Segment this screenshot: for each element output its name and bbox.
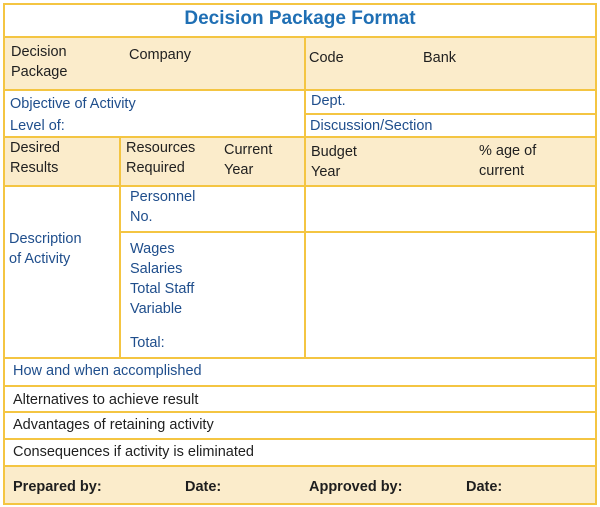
line-under-personnel xyxy=(120,231,597,233)
border-left xyxy=(3,3,5,505)
line-under-row1 xyxy=(3,385,597,387)
row-advantages: Advantages of retaining activity xyxy=(13,417,214,433)
approved-by-label: Approved by: xyxy=(309,479,403,495)
level-label: Level of: xyxy=(10,118,65,134)
divider-middle xyxy=(304,37,306,359)
company-label: Company xyxy=(129,47,192,63)
bank-label: Bank xyxy=(423,50,457,66)
code-label: Code xyxy=(309,50,344,66)
desired-results-header: Desired Results xyxy=(10,140,60,176)
decision-package-label: Decision Package xyxy=(11,44,68,80)
line-under-row4 xyxy=(3,465,597,467)
line-under-header xyxy=(3,89,597,91)
border-right xyxy=(595,3,597,505)
line-under-columns xyxy=(3,185,597,187)
cost-items-label: Wages Salaries Total Staff Variable xyxy=(130,241,195,317)
current-year-header: Current Year xyxy=(224,142,273,178)
description-label: Description of Activity xyxy=(9,231,82,267)
objective-label: Objective of Activity xyxy=(10,96,136,112)
pct-current-header: % age of current xyxy=(479,143,537,179)
resources-required-header: Resources Required xyxy=(126,140,196,176)
form-title: Decision Package Format xyxy=(184,8,416,29)
row-how-when: How and when accomplished xyxy=(13,363,202,379)
border-top xyxy=(3,3,597,5)
budget-year-header: Budget Year xyxy=(311,144,357,180)
line-under-title xyxy=(3,36,597,38)
date-label-2: Date: xyxy=(466,479,503,495)
line-above-columns xyxy=(3,136,597,138)
line-under-dept xyxy=(304,113,597,115)
line-under-activity xyxy=(3,357,597,359)
divider-results xyxy=(119,137,121,359)
border-bottom xyxy=(3,503,597,505)
discussion-label: Discussion/Section xyxy=(310,118,433,134)
total-label: Total: xyxy=(130,335,165,351)
header-row-background xyxy=(3,37,597,90)
row-alternatives: Alternatives to achieve result xyxy=(13,392,199,408)
prepared-by-label: Prepared by: xyxy=(13,479,102,495)
date-label-1: Date: xyxy=(185,479,222,495)
line-under-row2 xyxy=(3,411,597,413)
line-under-row3 xyxy=(3,438,597,440)
personnel-label: Personnel No. xyxy=(130,189,196,225)
row-consequences: Consequences if activity is eliminated xyxy=(13,444,254,460)
dept-label: Dept. xyxy=(311,93,346,109)
